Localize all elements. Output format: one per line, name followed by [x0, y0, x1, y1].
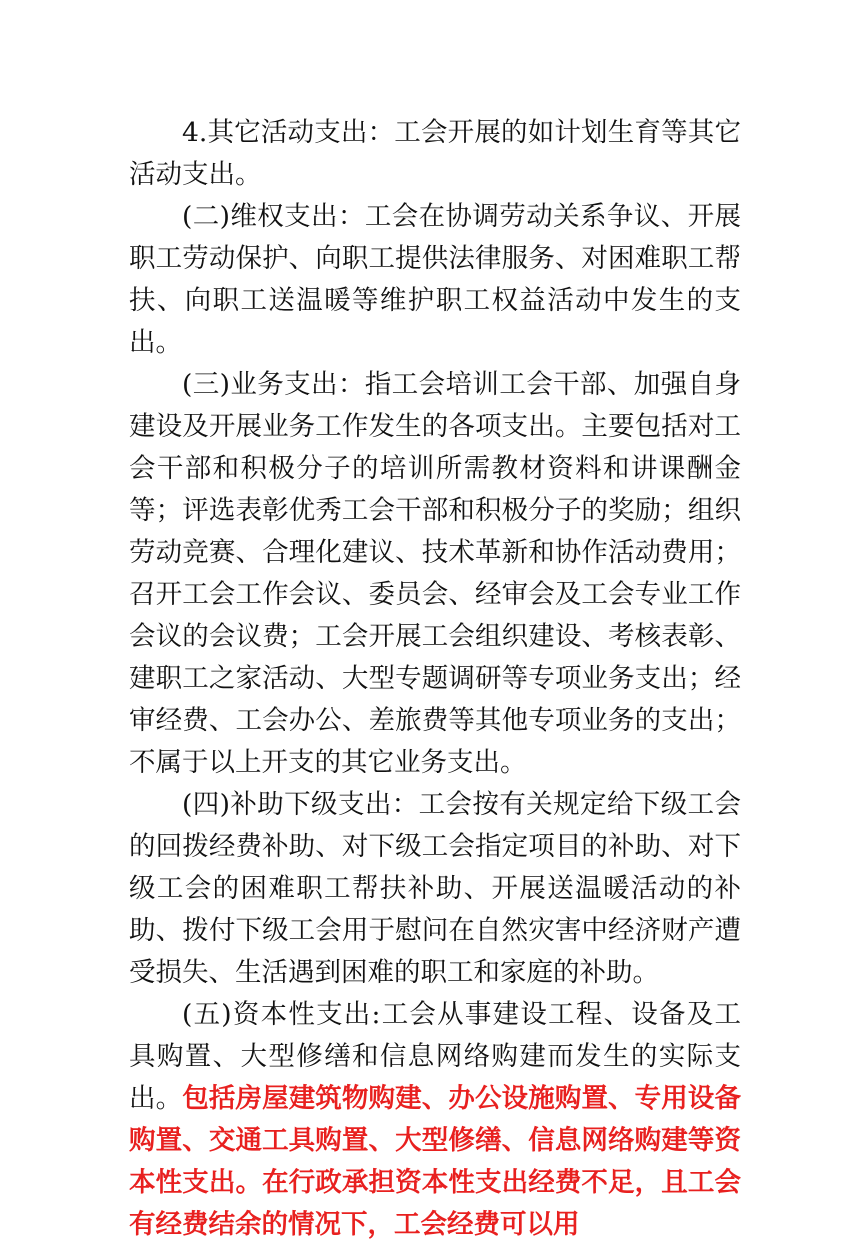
paragraph-other-activity-expense: 4.其它活动支出：工会开展的如计划生育等其它活动支出。: [129, 117, 741, 190]
paragraph-subsidy-expense: (四)补助下级支出：工会按有关规定给下级工会的回拨经费补助、对下级工会指定项目的补助、对下级工会的困难职工帮扶补助、开展送温暖活动的补助、拨付下级工会用于慰问在自然灾害中经济财产遭受损失、生活遇到困难的职工和家庭的补助。: [129, 789, 741, 988]
capital-expense-text: (五)资本性支出:工会从事建设工程、设备及工具购置、大型修缮和信息网络购建而发生的实际支出。: [129, 999, 741, 1114]
paragraph-business-expense: (三)业务支出：指工会培训工会干部、加强自身建设及开展业务工作发生的各项支出。主要包括对工会干部和积极分子的培训所需教材资料和讲课酬金等；评选表彰优秀工会干部和积极分子的奖励；组织劳动竞赛、合理化建议、技术革新和协作活动费用；召开工会工作会议、委员会、经审会及工会专业工作会议的会议费；工会开展工会组织建设、考核表彰、建职工之家活动、大型专题调研等专项业务支出；经审经费、工会办公、差旅费等其他专项业务的支出；不属于以上开支的其它业务支出。: [129, 369, 741, 778]
capital-expense-highlight: 包括房屋建筑物购建、办公设施购置、专用设备购置、交通工具购置、大型修缮、信息网络购建等资本性支出。在行政承担资本性支出经费不足，且工会有经费结余的情况下，工会经费可以用: [129, 1083, 742, 1240]
paragraph-rights-expense: (二)维权支出：工会在协调劳动关系争议、开展职工劳动保护、向职工提供法律服务、对困难职工帮扶、向职工送温暖等维护职工权益活动中发生的支出。: [129, 201, 741, 358]
document-body: [129, 112, 741, 1246]
paragraph-capital-expense: [129, 994, 741, 1246]
